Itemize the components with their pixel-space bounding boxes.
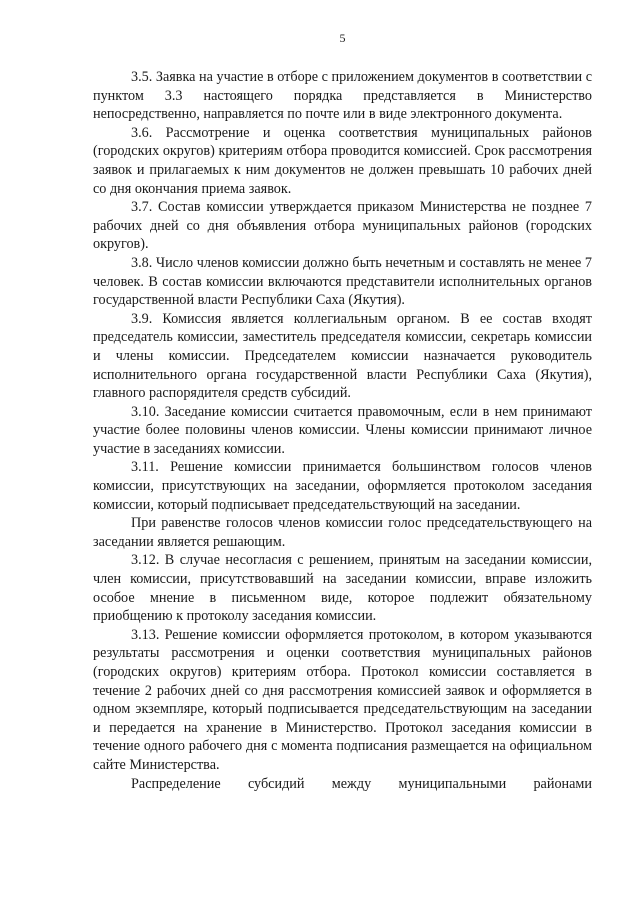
paragraph-3-11: 3.11. Решение комиссии принимается большинством голосов членов комиссии, присутствующих на заседании, оформляется протоколом заседания комиссии, который подписывает председательствующий на заседании. bbox=[93, 459, 592, 513]
paragraph-3-5: 3.5. Заявка на участие в отборе с приложением документов в соответствии с пунктом 3.3 настоящего порядка представляется в Министерство непосредственно, направляется по почте или в виде электронного документа. bbox=[93, 69, 592, 123]
paragraph-3-6: 3.6. Рассмотрение и оценка соответствия муниципальных районов (городских округов) критериям отбора проводится комиссией. Срок рассмотрения заявок и прилагаемых к ним документов не должен превышать 10 рабочих дней со дня окончания приема заявок. bbox=[93, 124, 592, 197]
paragraph-3-12: 3.12. В случае несогласия с решением, принятым на заседании комиссии, член комиссии, присутствовавший на заседании комиссии, вправе изложить особое мнение в письменном виде, которое подлежит обязательному приобщению к протоколу заседания комиссии. bbox=[93, 552, 592, 625]
paragraph-3-7: 3.7. Состав комиссии утверждается приказом Министерства не позднее 7 рабочих дней со дня объявления отбора муниципальных районов (городских округов). bbox=[93, 199, 592, 253]
page-number: 5 bbox=[339, 31, 346, 45]
paragraph-3-11-tie-vote: При равенстве голосов членов комиссии голос председательствующего на заседании является решающим. bbox=[93, 515, 592, 550]
paragraph-3-9: 3.9. Комиссия является коллегиальным органом. В ее состав входят председатель комиссии, заместитель председателя комиссии, секретарь комиссии и члены комиссии. Председателем комиссии назначается руководитель исполнительного органа государственной власти Республики Саха (Якутия), главного распорядителя средств субсидий. bbox=[93, 310, 592, 402]
paragraph-distribution-start: Распределение субсидий между муниципальными районами bbox=[131, 775, 592, 792]
paragraph-3-13: 3.13. Решение комиссии оформляется протоколом, в котором указываются результаты рассмотрения и оценки соответствия муниципальных районов (городских округов) критериям отбора. Протокол комиссии составляется в течение 2 рабочих дней со дня рассмотрения комиссией заявок и оформляется в одном экземпляре, который подписывается председательствующим на заседании и передается на хранение в Министерство. Протокол заседания комиссии в течение одного рабочего дня с момента подписания размещается на официальном сайте Министерства. bbox=[93, 626, 592, 773]
paragraph-3-10: 3.10. Заседание комиссии считается правомочным, если в нем принимают участие более половины членов комиссии. Члены комиссии принимают личное участие в заседаниях комиссии. bbox=[93, 403, 592, 457]
paragraph-3-8: 3.8. Число членов комиссии должно быть нечетным и составлять не менее 7 человек. В состав комиссии включаются представители исполнительных органов государственной власти Республики Саха (Якутия). bbox=[93, 254, 592, 309]
